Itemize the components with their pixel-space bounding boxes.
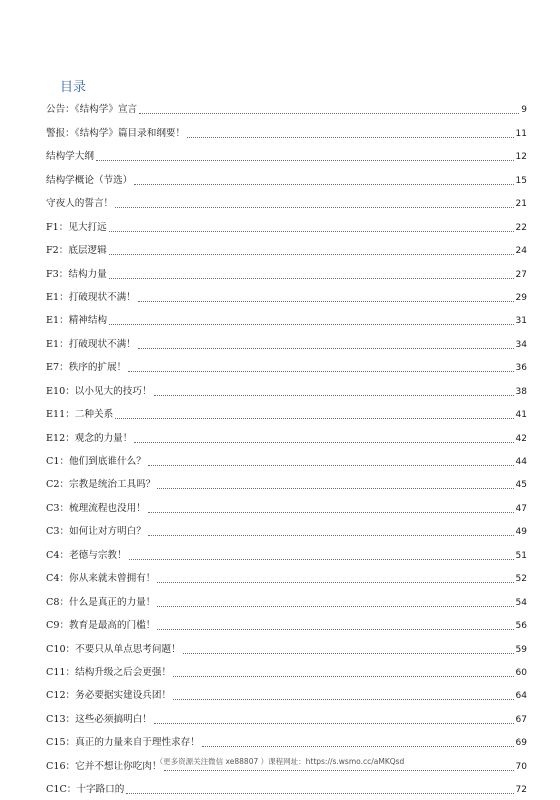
toc-entry-page: 27 — [515, 269, 527, 280]
toc-entry[interactable] — [46, 378, 527, 401]
footer-note: （更多资源关注微信 xe88807 ）课程网址：https://s.wsmo.cc/aMKQsd — [155, 757, 405, 766]
toc-entry[interactable] — [46, 425, 527, 448]
toc-entry-title: 结构学大纲 — [46, 151, 94, 163]
toc-entry-title: C15：真正的力量来自于理性求存！ — [46, 737, 200, 749]
toc-entry-title: C2：宗教是统治工具吗？ — [46, 479, 156, 491]
toc-entry[interactable] — [46, 167, 527, 190]
toc-entry-title: C11：结构升级之后会更强！ — [46, 666, 172, 678]
toc-entry-title: C4：老德与宗教！ — [46, 549, 127, 561]
dot-leader — [183, 653, 514, 654]
dot-leader — [164, 770, 514, 771]
dot-leader — [109, 278, 514, 279]
toc-entry-page: 67 — [515, 714, 527, 725]
toc-entry-page: 11 — [515, 128, 527, 139]
toc-entry-title: C4：你从来就未曾拥有！ — [46, 573, 156, 585]
dot-leader — [173, 699, 513, 700]
toc-entry-title: E11：二种关系 — [46, 409, 114, 421]
dot-leader — [148, 512, 514, 513]
toc-entry-page: 29 — [515, 292, 527, 303]
toc-entry-title: 守夜人的誓言！ — [46, 198, 114, 210]
toc-entry-title: C10：不要只从单点思考问题！ — [46, 643, 181, 655]
toc-entry-title: C3：梳理流程也没用！ — [46, 502, 146, 514]
toc-heading: 目录 — [60, 80, 87, 95]
toc-entry-page: 22 — [515, 222, 527, 233]
toc-entry-page: 15 — [515, 175, 527, 186]
toc-entry[interactable] — [46, 402, 527, 425]
toc-entry-title: C8：什么是真正的力量！ — [46, 596, 156, 608]
toc-entry[interactable] — [46, 683, 527, 706]
toc-entry-title: F2：底层逻辑 — [46, 245, 107, 257]
toc-entry-title: E7：秩序的扩展！ — [46, 362, 127, 374]
dot-leader — [115, 418, 513, 419]
toc-entry-page: 45 — [515, 480, 527, 491]
dot-leader — [148, 535, 514, 536]
toc-entry-title: C16：它并不想让你吃肉！ — [46, 760, 162, 772]
toc-entry-page: 49 — [515, 527, 527, 538]
dot-leader — [157, 488, 513, 489]
dot-leader — [134, 442, 513, 443]
toc-entry-page: 70 — [515, 761, 527, 772]
toc-entry-page: 72 — [515, 785, 527, 796]
toc-entry-page: 56 — [515, 621, 527, 632]
toc-entry-title: C13：这些必须搞明白！ — [46, 713, 152, 725]
toc-entry-title: C9：教育是最高的门槛！ — [46, 620, 156, 632]
toc-entry[interactable] — [46, 660, 527, 683]
toc-entry-page: 24 — [515, 246, 527, 257]
dot-leader — [109, 324, 513, 325]
toc-entry[interactable] — [46, 636, 527, 659]
toc-entry-title: 公告：《结构学》宣言 — [46, 104, 138, 116]
dot-leader — [154, 723, 514, 724]
dot-leader — [173, 676, 513, 677]
toc-entry[interactable] — [46, 730, 527, 753]
toc-entry-page: 21 — [515, 199, 527, 210]
toc-entry-page: 51 — [515, 550, 527, 561]
toc-entry-page: 69 — [515, 738, 527, 749]
toc-entry[interactable] — [46, 214, 527, 237]
toc-entry[interactable] — [46, 120, 527, 143]
dot-leader — [139, 113, 519, 114]
dot-leader — [96, 160, 514, 161]
toc-entry-title: E1：打破现状不满！ — [46, 338, 136, 350]
dot-leader — [154, 395, 514, 396]
toc-entry[interactable] — [46, 566, 527, 589]
toc-entry-title: E1：打破现状不满！ — [46, 291, 136, 303]
toc-entry-page: 54 — [515, 597, 527, 608]
toc-entry[interactable] — [46, 542, 527, 565]
toc-entry-page: 44 — [515, 457, 527, 467]
toc-entry[interactable] — [46, 355, 527, 378]
toc-entry[interactable] — [46, 589, 527, 612]
toc-entry[interactable] — [46, 144, 527, 167]
toc-entry-page: 38 — [515, 386, 527, 397]
dot-leader — [115, 207, 513, 208]
dot-leader — [138, 301, 514, 302]
dot-leader — [138, 348, 514, 349]
toc-entry-page: 12 — [515, 152, 527, 163]
toc-entry-page: 52 — [515, 574, 527, 585]
dot-leader — [109, 231, 514, 232]
toc-entry-page: 59 — [515, 644, 527, 655]
toc-entry[interactable] — [46, 777, 527, 800]
toc-entry-page: 41 — [515, 410, 527, 421]
toc-entry[interactable] — [46, 191, 527, 214]
toc-entry[interactable] — [46, 472, 527, 495]
toc-entry[interactable] — [46, 261, 527, 284]
toc-entry-page: 36 — [515, 363, 527, 374]
toc-entry[interactable] — [46, 308, 527, 331]
toc-entry[interactable] — [46, 331, 527, 354]
toc-entry[interactable] — [46, 285, 527, 308]
toc-entry-title: 结构学概论（节选） — [46, 174, 133, 186]
dot-leader — [134, 184, 513, 185]
dot-leader — [128, 371, 513, 372]
toc-entry[interactable] — [46, 238, 527, 261]
toc-entry[interactable] — [46, 519, 527, 542]
toc-entry-page: 60 — [515, 667, 527, 678]
toc-entry[interactable] — [46, 706, 527, 729]
dot-leader — [157, 582, 513, 583]
toc-entry-title: C1：他们到底谁什么？ — [46, 456, 146, 467]
toc-entry-title: E12：观念的力量！ — [46, 432, 133, 444]
dot-leader — [202, 746, 514, 747]
toc-entry-page: 34 — [515, 339, 527, 350]
toc-entry-title: C3：如何让对方明白？ — [46, 526, 146, 538]
dot-leader — [109, 254, 514, 255]
toc-entry-page: 9 — [521, 105, 527, 116]
toc-entry-page: 64 — [515, 691, 527, 702]
toc-entry-title: E1：精神结构 — [46, 315, 108, 327]
dot-leader — [126, 793, 513, 794]
toc-list — [46, 97, 527, 800]
dot-leader — [148, 465, 514, 466]
toc-entry-title: F3：结构力量 — [46, 268, 107, 280]
toc-entry-title: F1：见大打远 — [46, 221, 107, 233]
toc-entry-page: 42 — [515, 433, 527, 444]
dot-leader — [129, 559, 514, 560]
toc-entry-page: 31 — [515, 316, 527, 327]
toc-entry[interactable] — [46, 613, 527, 636]
toc-entry-title: 警报：《结构学》篇目录和纲要！ — [46, 127, 186, 139]
toc-entry-title: C1C：十字路口的 — [46, 784, 125, 796]
dot-leader — [187, 137, 513, 138]
toc-entry-page: 47 — [515, 503, 527, 514]
dot-leader — [157, 606, 513, 607]
dot-leader — [157, 629, 513, 630]
toc-entry[interactable] — [46, 97, 527, 120]
toc-entry[interactable] — [46, 449, 527, 472]
toc-entry-title: E10：以小见大的技巧！ — [46, 385, 152, 397]
toc-entry[interactable] — [46, 495, 527, 518]
toc-entry-title: C12：务必要据实建设兵团！ — [46, 690, 172, 702]
